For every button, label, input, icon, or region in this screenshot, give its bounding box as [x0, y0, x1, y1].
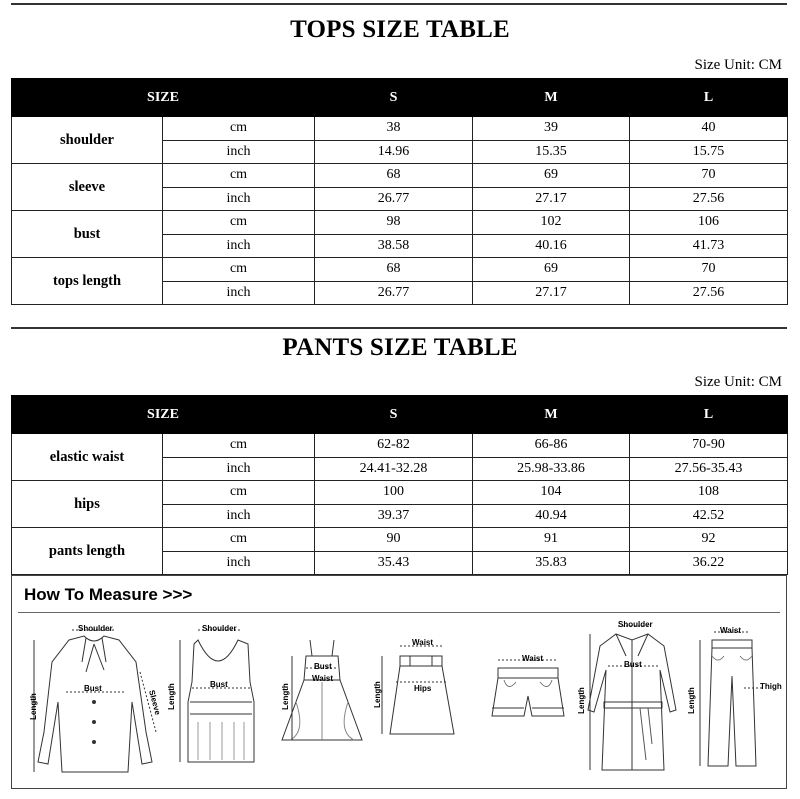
dress-diagram	[276, 632, 368, 752]
value-cell: 41.73	[630, 234, 788, 258]
value-cell: 66-86	[473, 434, 630, 458]
header-s: S	[315, 79, 473, 117]
value-cell: 15.75	[630, 140, 788, 164]
value-cell: 27.56	[630, 281, 788, 305]
table-row	[12, 211, 788, 235]
bust-label: Bust	[210, 680, 228, 689]
unit-cell: cm	[163, 164, 315, 188]
table-row	[12, 117, 788, 141]
unit-cell: cm	[163, 258, 315, 282]
waist-label: Waist	[312, 674, 334, 683]
value-cell: 24.41-32.28	[315, 457, 473, 481]
value-cell: 91	[473, 528, 630, 552]
value-cell: 27.17	[473, 281, 630, 305]
table-header-row	[12, 396, 788, 434]
value-cell: 15.35	[473, 140, 630, 164]
table-row	[12, 258, 788, 282]
waist-label: Waist	[412, 638, 434, 647]
value-cell: 39.37	[315, 504, 473, 528]
value-cell: 27.56-35.43	[630, 457, 788, 481]
value-cell: 40.16	[473, 234, 630, 258]
length-label: Length	[686, 687, 696, 714]
how-to-measure-panel	[11, 575, 787, 789]
middle-divider	[11, 327, 787, 329]
value-cell: 62-82	[315, 434, 473, 458]
value-cell: 39	[473, 117, 630, 141]
table-row	[12, 481, 788, 505]
tops-title: TOPS SIZE TABLE	[290, 16, 510, 43]
row-label-sleeve: sleeve	[12, 164, 163, 211]
shoulder-label: Shoulder	[202, 624, 237, 633]
value-cell: 108	[630, 481, 788, 505]
bust-label: Bust	[84, 684, 102, 693]
unit-cell: inch	[163, 187, 315, 211]
tops-size-table	[11, 78, 788, 305]
unit-cell: cm	[163, 528, 315, 552]
value-cell: 27.17	[473, 187, 630, 211]
value-cell: 25.98-33.86	[473, 457, 630, 481]
value-cell: 68	[315, 164, 473, 188]
length-label: Length	[28, 693, 38, 720]
unit-cell: inch	[163, 504, 315, 528]
row-label-hips: hips	[12, 481, 163, 528]
header-m: M	[473, 79, 630, 117]
row-label-elastic-waist: elastic waist	[12, 434, 163, 481]
value-cell: 26.77	[315, 187, 473, 211]
value-cell: 98	[315, 211, 473, 235]
pants-unit: Size Unit: CM	[694, 374, 782, 390]
value-cell: 70	[630, 164, 788, 188]
unit-cell: cm	[163, 434, 315, 458]
value-cell: 38.58	[315, 234, 473, 258]
trousers-diagram	[688, 626, 784, 776]
value-cell: 36.22	[630, 551, 788, 575]
value-cell: 27.56	[630, 187, 788, 211]
value-cell: 69	[473, 164, 630, 188]
header-s: S	[315, 396, 473, 434]
value-cell: 102	[473, 211, 630, 235]
coat-diagram	[576, 620, 684, 785]
value-cell: 69	[473, 258, 630, 282]
table-row	[12, 528, 788, 552]
value-cell: 104	[473, 481, 630, 505]
unit-cell: cm	[163, 117, 315, 141]
row-label-pants-length: pants length	[12, 528, 163, 575]
value-cell: 90	[315, 528, 473, 552]
row-label-tops-length: tops length	[12, 258, 163, 305]
waist-label: Waist	[720, 626, 742, 635]
table-row	[12, 164, 788, 188]
pants-size-table	[11, 395, 788, 575]
value-cell: 106	[630, 211, 788, 235]
top-divider	[11, 3, 787, 5]
pants-title: PANTS SIZE TABLE	[282, 334, 518, 361]
length-label: Length	[576, 687, 586, 714]
hips-label: Hips	[414, 684, 432, 693]
value-cell: 92	[630, 528, 788, 552]
value-cell: 70	[630, 258, 788, 282]
header-size: SIZE	[12, 396, 315, 434]
header-l: L	[630, 79, 788, 117]
unit-cell: inch	[163, 281, 315, 305]
shoulder-label: Shoulder	[78, 624, 113, 633]
length-label: Length	[372, 681, 382, 708]
table-header-row	[12, 79, 788, 117]
unit-cell: inch	[163, 551, 315, 575]
value-cell: 35.83	[473, 551, 630, 575]
value-cell: 38	[315, 117, 473, 141]
thigh-label: Thigh	[760, 682, 782, 691]
blouse-diagram	[24, 622, 164, 782]
value-cell: 40	[630, 117, 788, 141]
unit-cell: inch	[163, 457, 315, 481]
value-cell: 42.52	[630, 504, 788, 528]
shoulder-label: Shoulder	[618, 620, 653, 629]
header-size: SIZE	[12, 79, 315, 117]
skirt-diagram	[370, 634, 462, 744]
table-row	[12, 434, 788, 458]
unit-cell: cm	[163, 481, 315, 505]
value-cell: 35.43	[315, 551, 473, 575]
header-l: L	[630, 396, 788, 434]
value-cell: 70-90	[630, 434, 788, 458]
tops-unit: Size Unit: CM	[694, 57, 782, 73]
length-label: Length	[166, 683, 176, 710]
value-cell: 68	[315, 258, 473, 282]
value-cell: 40.94	[473, 504, 630, 528]
value-cell: 14.96	[315, 140, 473, 164]
unit-cell: cm	[163, 211, 315, 235]
row-label-bust: bust	[12, 211, 163, 258]
value-cell: 26.77	[315, 281, 473, 305]
length-label: Length	[280, 683, 290, 710]
value-cell: 100	[315, 481, 473, 505]
waist-label: Waist	[522, 654, 544, 663]
unit-cell: inch	[163, 140, 315, 164]
shorts-diagram	[482, 650, 574, 730]
how-to-measure-title: How To Measure >>>	[24, 585, 193, 604]
how-to-measure-divider	[18, 612, 780, 613]
row-label-shoulder: shoulder	[12, 117, 163, 164]
sleeve-label: Sleeve	[147, 689, 163, 716]
unit-cell: inch	[163, 234, 315, 258]
bust-label: Bust	[624, 660, 642, 669]
tank-top-diagram	[168, 622, 268, 772]
header-m: M	[473, 396, 630, 434]
bust-label: Bust	[314, 662, 332, 671]
